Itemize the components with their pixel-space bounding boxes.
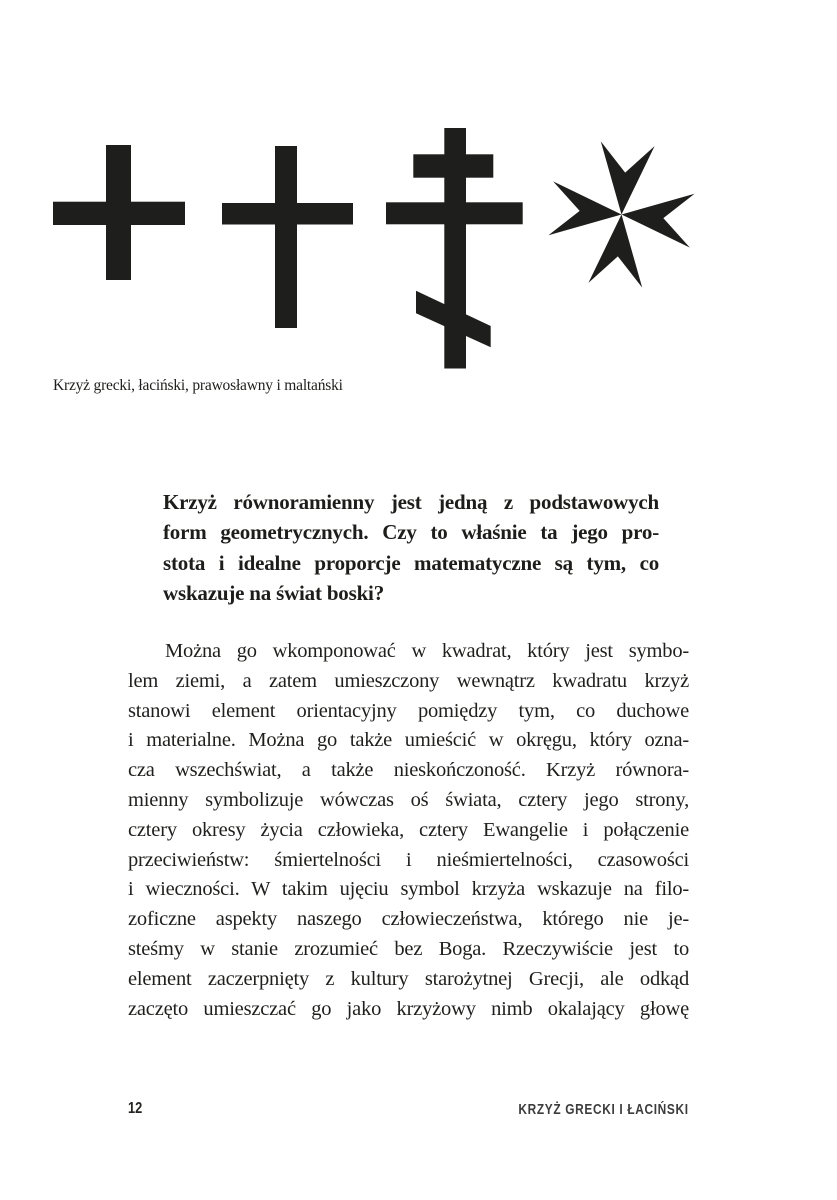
lead-paragraph	[163, 487, 659, 608]
text-line: element zaczerpnięty z kultury starożytnej Grecji, ale odkąd	[128, 967, 689, 990]
text-line: cza wszechświat, a także nieskończoność. Krzyż równora-	[128, 759, 689, 782]
text-line: form geometrycznych. Czy to właśnie ta jego pro-	[163, 520, 659, 545]
crosses-figure	[0, 0, 837, 400]
text-line: cztery okresy życia człowieka, cztery Ewangelie i połączenie	[128, 818, 689, 841]
maltese-cross-icon	[546, 139, 697, 290]
text-line: i materialne. Można go także umieścić w okręgu, który ozna-	[128, 729, 689, 752]
text-line: lem ziemi, a zatem umieszczony wewnątrz kwadratu krzyż	[128, 669, 689, 692]
latin-cross-icon	[222, 146, 353, 328]
running-title: KRZYŻ GRECKI I ŁACIŃSKI	[518, 1102, 689, 1118]
text-line: stota i idealne proporcje matematyczne są tym, co	[163, 550, 659, 575]
page-number: 12	[128, 1100, 143, 1117]
text-line: przeciwieństw: śmiertelności i nieśmiertelności, czasowości	[128, 848, 689, 871]
text-line: i wieczności. W takim ujęciu symbol krzyża wskazuje na filo-	[128, 878, 689, 901]
text-line: zaczęto umieszczać go jako krzyżowy nimb okalający głowę	[128, 997, 689, 1020]
body-paragraph	[128, 637, 689, 1024]
text-line: Krzyż równoramienny jest jedną z podstawowych	[163, 490, 659, 514]
text-line: wskazuje na świat boski?	[163, 580, 384, 605]
text-line: steśmy w stanie zrozumieć bez Boga. Rzeczywiście jest to	[128, 937, 689, 960]
greek-cross-icon	[53, 145, 185, 280]
text-line: Można go wkomponować w kwadrat, który jest symbo-	[165, 640, 689, 662]
text-line: stanowi element orientacyjny pomiędzy tym, co duchowe	[128, 699, 689, 722]
text-line: zoficzne aspekty naszego człowieczeństwa, którego nie je-	[128, 908, 689, 931]
text-line: mienny symbolizuje wówczas oś świata, cztery jego strony,	[128, 788, 689, 811]
figure-caption: Krzyż grecki, łaciński, prawosławny i maltański	[53, 377, 343, 394]
orthodox-cross-icon	[386, 128, 523, 369]
